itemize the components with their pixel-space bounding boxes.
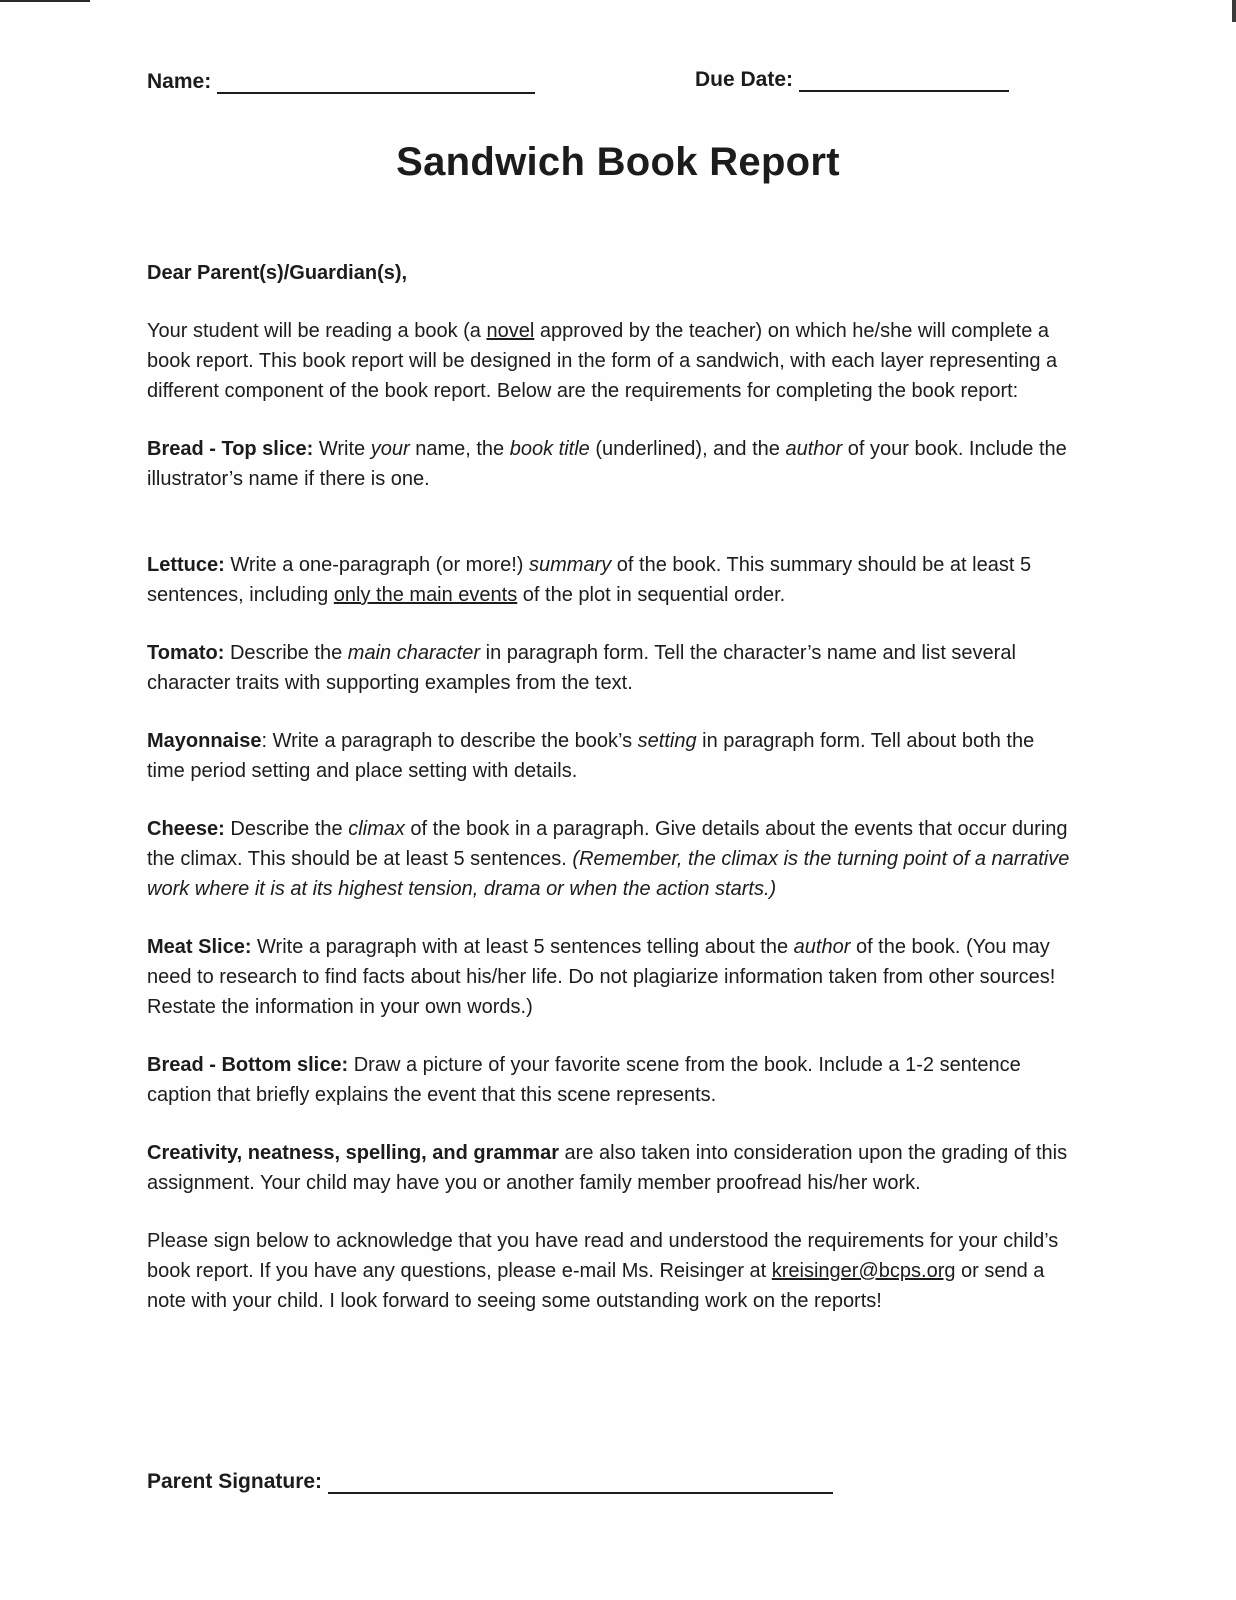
- parent-signature-blank-line[interactable]: [328, 1470, 833, 1494]
- tomato-text-2: in paragraph form. Tell the character’s name and list several character traits with supporting examples from the text.: [147, 642, 1016, 694]
- parent-signature-field: [147, 1470, 833, 1494]
- tomato-main-character: main character: [347, 642, 481, 664]
- name-blank-line[interactable]: [217, 70, 535, 94]
- mayonnaise-text-1: Write a paragraph to describe the book’s: [267, 730, 638, 752]
- meat-slice-paragraph: [147, 932, 1077, 1022]
- due-date-label: Due Date:: [695, 68, 794, 91]
- meat-slice-term: Meat Slice:: [147, 936, 252, 958]
- mayonnaise-colon: :: [261, 730, 268, 752]
- tomato-term: Tomato:: [147, 642, 225, 664]
- meat-slice-author: author: [793, 936, 851, 958]
- bread-bottom-text-1: Draw a picture of your favorite scene from the book. Include a 1-2 sentence caption that briefly explains the event that this scene represents.: [147, 1054, 1021, 1106]
- bread-bottom-paragraph: [147, 1050, 1077, 1110]
- mayonnaise-paragraph: [147, 726, 1077, 786]
- bread-top-author: author: [785, 438, 843, 460]
- lettuce-text-3: of the plot in sequential order.: [517, 584, 786, 606]
- cheese-text-1: Describe the: [224, 818, 349, 840]
- due-date-blank-line[interactable]: [799, 68, 1009, 92]
- letter-body: [147, 258, 1077, 1344]
- intro-novel: novel: [486, 320, 535, 342]
- cheese-climax: climax: [348, 818, 405, 840]
- bread-top-term: Bread - Top slice:: [147, 438, 314, 460]
- closing-text-1: Please sign below to acknowledge that you have read and understood the requirements for your child’s book report. If you have any questions, please e-mail Ms. Reisinger at: [147, 1230, 1059, 1282]
- creativity-term: Creativity, neatness, spelling, and grammar: [147, 1142, 559, 1164]
- due-date-field: [695, 68, 1009, 92]
- lettuce-text-1: Write a one-paragraph (or more!): [224, 554, 529, 576]
- lettuce-paragraph: [147, 550, 1077, 610]
- bread-top-book-title: book title: [509, 438, 590, 460]
- closing-text-2: or send a note with your child. I look forward to seeing some outstanding work on the reports!: [147, 1260, 1045, 1312]
- parent-signature-label: Parent Signature:: [147, 1470, 323, 1493]
- name-label: Name:: [147, 70, 212, 93]
- cheese-term: Cheese:: [147, 818, 225, 840]
- contact-email-link[interactable]: kreisinger@bcps.org: [771, 1260, 956, 1282]
- intro-paragraph: [147, 316, 1077, 406]
- lettuce-main-events: only the main events: [333, 584, 518, 606]
- salutation: Dear Parent(s)/Guardian(s),: [147, 262, 408, 284]
- cheese-note: (Remember, the climax is the turning point of a narrative work where it is at its highest tension, drama or when the action starts.): [147, 848, 1070, 900]
- bread-top-text-1: Write: [313, 438, 371, 460]
- cheese-text-2: of the book in a paragraph. Give details about the events that occur during the climax. This should be at least 5 sentences.: [147, 818, 1068, 870]
- bread-top-paragraph: [147, 434, 1077, 494]
- creativity-paragraph: [147, 1138, 1077, 1198]
- lettuce-term: Lettuce:: [147, 554, 225, 576]
- bread-top-text-3: (underlined), and the: [589, 438, 786, 460]
- header-row: [147, 70, 1027, 100]
- name-field: [147, 70, 535, 94]
- cheese-paragraph: [147, 814, 1077, 904]
- scan-artifact-line: [0, 0, 90, 2]
- bread-top-your: your: [370, 438, 410, 460]
- creativity-text-1: are also taken into consideration upon the grading of this assignment. Your child may have you or another family member proofread his/her work.: [147, 1142, 1068, 1194]
- tomato-text-1: Describe the: [224, 642, 348, 664]
- intro-text-1: Your student will be reading a book (a: [147, 320, 487, 342]
- bread-top-text-2: name, the: [409, 438, 510, 460]
- tomato-paragraph: [147, 638, 1077, 698]
- closing-paragraph: [147, 1226, 1077, 1316]
- mayonnaise-setting: setting: [637, 730, 697, 752]
- bread-bottom-term: Bread - Bottom slice:: [147, 1054, 349, 1076]
- meat-slice-text-2: of the book. (You may need to research to find facts about his/her life. Do not plagiarize information taken from other sources! Restate the information in your own words.): [147, 936, 1056, 1018]
- scan-artifact-edge: [1232, 0, 1236, 22]
- page-title: Sandwich Book Report: [396, 140, 840, 184]
- bread-top-text-4: of your book. Include the illustrator’s name if there is one.: [147, 438, 1067, 490]
- lettuce-summary: summary: [529, 554, 612, 576]
- intro-text-2: approved by the teacher) on which he/she will complete a book report. This book report will be designed in the form of a sandwich, with each layer representing a different component of the book report. Below are the requirements for completing the book report:: [147, 320, 1058, 402]
- mayonnaise-text-2: in paragraph form. Tell about both the time period setting and place setting with details.: [147, 730, 1035, 782]
- mayonnaise-term: Mayonnaise: [147, 730, 262, 752]
- lettuce-text-2: of the book. This summary should be at least 5 sentences, including: [147, 554, 1032, 606]
- meat-slice-text-1: Write a paragraph with at least 5 sentences telling about the: [251, 936, 794, 958]
